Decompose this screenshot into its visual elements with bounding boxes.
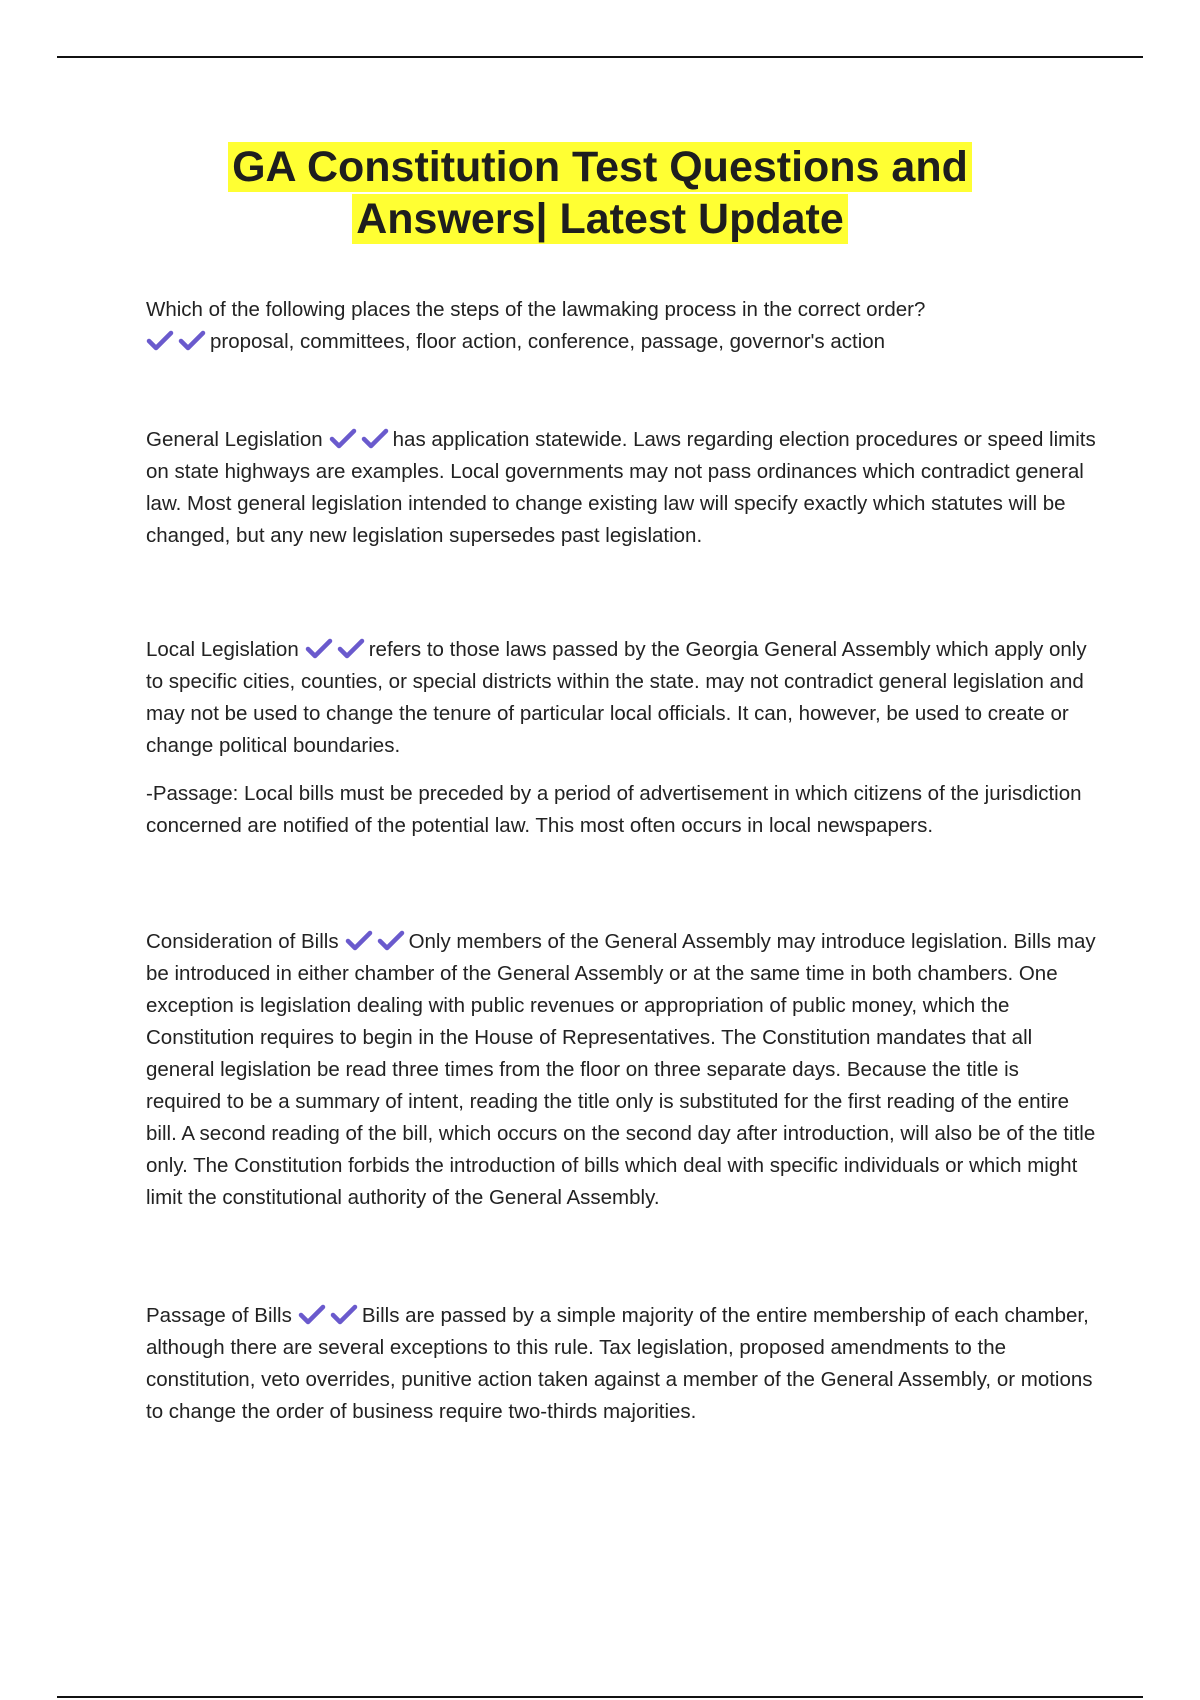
- entry-term: Which of the following places the steps of the lawmaking process in the correct order?: [146, 298, 926, 321]
- check-icon: [345, 930, 373, 952]
- entry-extra: -Passage: Local bills must be preceded by a period of advertisement in which citizens of the jurisdiction concerned are notified of the potential law. This most often occurs in local newspapers.: [146, 782, 1082, 837]
- document-body: [146, 294, 1096, 1428]
- bottom-rule: [57, 1696, 1143, 1698]
- check-icon: [330, 1304, 358, 1326]
- entry-answer: Bills are passed by a simple majority of the entire membership of each chamber, although there are several exceptions to this rule. Tax legislation, proposed amendments to the constitution, veto overrides, punitive action taken against a member of the General Assembly, or motions to change the order of business require two-thirds majorities.: [146, 1304, 1093, 1423]
- check-icon: [298, 1304, 326, 1326]
- qa-entry: [146, 926, 1096, 1214]
- double-check-icon: [345, 930, 405, 952]
- check-icon: [178, 330, 206, 352]
- check-icon: [337, 638, 365, 660]
- qa-entry: [146, 424, 1096, 552]
- double-check-icon: [329, 428, 389, 450]
- entry-answer: has application statewide. Laws regarding election procedures or speed limits on state highways are examples. Local governments may not pass ordinances which contradict general law. Most general legislation intended to change existing law will specify exactly which statutes will be changed, but any new legislation supersedes past legislation.: [146, 428, 1096, 547]
- qa-entry: [146, 294, 1096, 358]
- entry-answer: refers to those laws passed by the Georgia General Assembly which apply only to specific cities, counties, or special districts within the state. may not contradict general legislation and may not be used to change the tenure of particular local officials. It can, however, be used to create or change political boundaries.: [146, 638, 1087, 757]
- entry-term: General Legislation: [146, 428, 323, 451]
- entry-answer: proposal, committees, floor action, conference, passage, governor's action: [210, 330, 886, 353]
- check-icon: [361, 428, 389, 450]
- qa-entry: [146, 1300, 1096, 1428]
- double-check-icon: [298, 1304, 358, 1326]
- check-icon: [377, 930, 405, 952]
- qa-entry: [146, 634, 1096, 842]
- double-check-icon: [146, 330, 206, 352]
- check-icon: [305, 638, 333, 660]
- double-check-icon: [305, 638, 365, 660]
- check-icon: [146, 330, 174, 352]
- entry-term: Consideration of Bills: [146, 930, 339, 953]
- document-title: [0, 142, 1200, 244]
- entry-term: Local Legislation: [146, 638, 299, 661]
- title-line-2: Answers| Latest Update: [352, 194, 848, 244]
- top-rule: [57, 56, 1143, 58]
- entry-answer: Only members of the General Assembly may introduce legislation. Bills may be introduced in either chamber of the General Assembly or at the same time in both chambers. One exception is legislation dealing with public revenues or appropriation of public money, which the Constitution requires to begin in the House of Representatives. The Constitution mandates that all general legislation be read three times from the floor on three separate days. Because the title is required to be a summary of intent, reading the title only is substituted for the first reading of the entire bill. A second reading of the bill, which occurs on the second day after introduction, will also be of the title only. The Constitution forbids the introduction of bills which deal with specific individuals or which might limit the constitutional authority of the General Assembly.: [146, 930, 1096, 1209]
- title-line-1: GA Constitution Test Questions and: [228, 142, 972, 192]
- check-icon: [329, 428, 357, 450]
- entry-term: Passage of Bills: [146, 1304, 292, 1327]
